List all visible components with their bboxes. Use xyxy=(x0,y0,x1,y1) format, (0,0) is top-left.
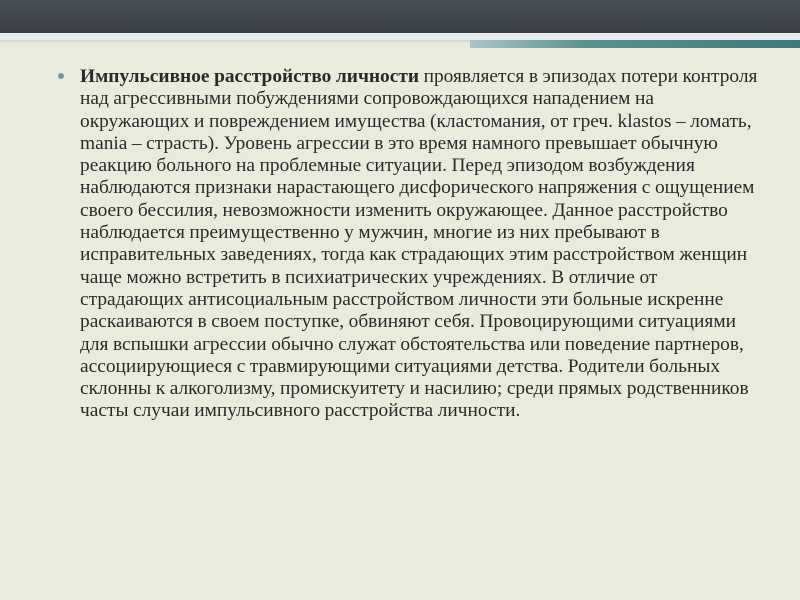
paragraph-body: проявляется в эпизодах потери контроля над агрессивными побуждениями сопровождающихся нападением на окружающих и повреждением имущества (кластомания, от греч. klastos – ломать, mania – страсть). Уровень агрессии в это время намного превышает обычную реакцию больного на проблемные ситуации. Перед эпизодом возбуждения наблюдаются признаки нарастающего дисфорического напряжения с ощущением своего бессилия, невозможности изменить окружающее. Данное расстройство наблюдается преимущественно у мужчин, многие из них пребывают в исправительных заведениях, тогда как страдающих этим расстройством женщин чаще можно встретить в психиатрических учреждениях. В отличие от страдающих антисоциальным расстройством личности эти больные искренне раскаиваются в своем поступке, обвиняют себя. Провоцирующими ситуациями для вспышки агрессии обычно служат обстоятельства или поведение партнеров, ассоциирующиеся с травмирующими ситуациями детства. Родители больных склонны к алкоголизму, промискуитету и насилию; среди прямых родственников часты случаи импульсивного расстройства личности. xyxy=(80,66,758,422)
bullet-icon xyxy=(58,73,64,79)
bold-lead: Импульсивное расстройство личности xyxy=(80,66,420,87)
slide-paragraph xyxy=(80,66,758,423)
slide-content xyxy=(58,66,758,423)
header-band xyxy=(0,0,800,33)
header-stripe-accent xyxy=(470,40,800,48)
header-stripe-light xyxy=(0,33,800,40)
